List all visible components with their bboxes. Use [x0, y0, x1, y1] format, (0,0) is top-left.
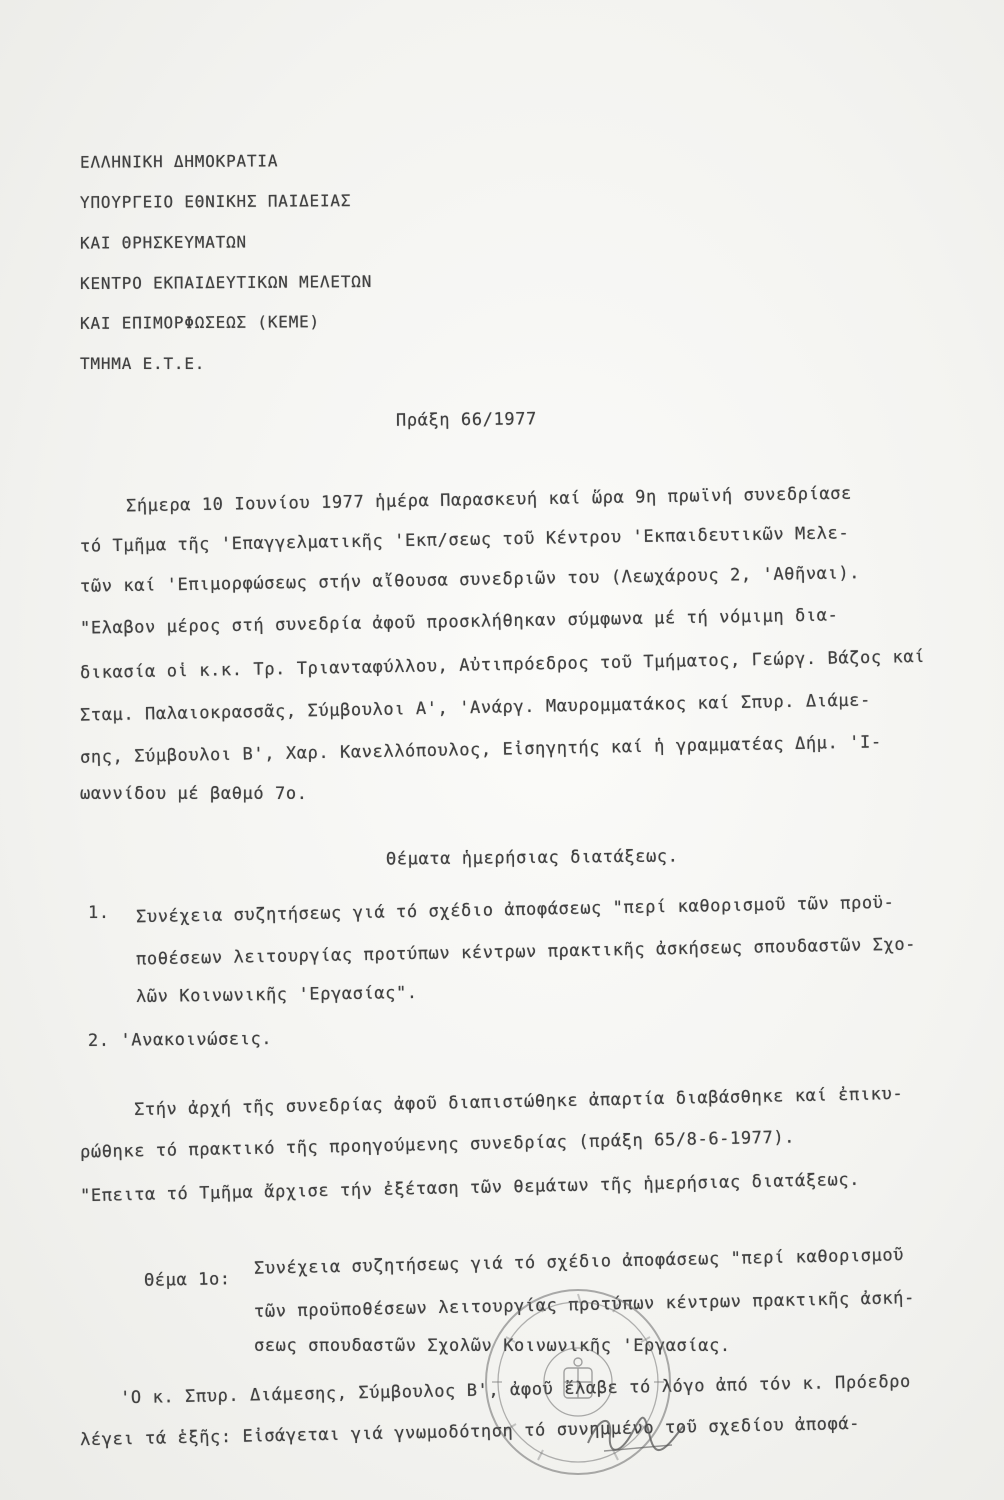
intro-line-3: τῶν καί 'Επιμορφώσεως στήν αἴθουσα συνεδριῶν του (Λεωχάρους 2, 'Αθῆναι).: [79, 563, 861, 597]
letterhead-line-4: ΚΕΝΤΡΟ ΕΚΠΑΙΔΕΥΤΙΚΩΝ ΜΕΛΕΤΩΝ: [79, 271, 373, 294]
agenda-item-2: 2. 'Ανακοινώσεις.: [87, 1029, 273, 1051]
intro-line-4: "Ελαβον μέρος στή συνεδρία ἀφοῦ προσκλήθηκαν σύμφωνα μέ τή νόμιμη δια-: [79, 605, 839, 639]
topic-1-label: Θέμα 1ο:: [143, 1269, 231, 1291]
proceedings-line-3: "Επειτα τό Τμῆμα ἄρχισε τήν ἐξέταση τῶν θεμάτων τῆς ἡμερήσιας διατάξεως.: [79, 1169, 861, 1207]
topic-1-line-3: σεως σπουδαστῶν Σχολῶν Κοινωνικῆς 'Εργασίας.: [254, 1336, 731, 1356]
intro-line-1: Σήμερα 10 Ιουνίου 1977 ἡμέρα Παρασκευή καί ὥρα 9η πρωϊνή συνεδρίασε: [125, 483, 853, 517]
letterhead-line-3: ΚΑΙ ΘΡΗΣΚΕΥΜΑΤΩΝ: [79, 232, 248, 253]
closing-line-1: 'Ο κ. Σπυρ. Διάμεσης, Σύμβουλος Β', ἀφοῦ ἔλαβε τό λόγο ἀπό τόν κ. Πρόεδρο: [119, 1371, 912, 1409]
intro-line-5: δικασία οἱ κ.κ. Τρ. Τριανταφύλλου, Αὐτιπρόεδρος τοῦ Τμήματος, Γεώργ. Βάζος καί: [79, 646, 926, 684]
agenda-item-1-line-2: ποθέσεων λειτουργίας προτύπων κέντρων πρακτικῆς ἀσκήσεως σπουδαστῶν Σχο-: [135, 934, 917, 970]
proceedings-line-2: ρώθηκε τό πρακτικό τῆς προηγούμενης συνεδρίας (πράξη 65/8-6-1977).: [79, 1127, 796, 1163]
agenda-item-1-number: 1.: [88, 903, 110, 923]
topic-1-line-2: τῶν προϋποθέσεων λειτουργίας προτύπων κέντρων πρακτικῆς ἀσκή-: [253, 1288, 916, 1322]
seal-emblem-icon: [564, 1358, 592, 1398]
handwritten-signature: [580, 1405, 690, 1460]
letterhead-line-1: ΕΛΛΗΝΙΚΗ ΔΗΜΟΚΡΑΤΙΑ: [79, 151, 279, 172]
topic-1-line-1: Συνέχεια συζητήσεως γιά τό σχέδιο ἀποφάσεως "περί καθορισμοῦ: [253, 1245, 905, 1279]
letterhead-line-6: ΤΜΗΜΑ Ε.Τ.Ε.: [80, 354, 206, 373]
intro-line-2: τό Τμῆμα τῆς 'Επαγγελματικῆς 'Εκπ/σεως τοῦ Κέντρου 'Εκπαιδευτικῶν Μελε-: [79, 523, 850, 557]
letterhead-line-2: ΥΠΟΥΡΓΕΙΟ ΕΘΝΙΚΗΣ ΠΑΙΔΕΙΑΣ: [79, 191, 352, 212]
intro-line-7: σης, Σύμβουλοι Β', Χαρ. Κανελλόπουλος, Εἰσηγητής καί ἡ γραμματέας Δήμ. 'Ι-: [79, 732, 882, 768]
intro-line-6: Σταμ. Παλαιοκρασσᾶς, Σύμβουλοι Α', 'Ανάργ. Μαυρομματάκος καί Σπυρ. Διάμε-: [79, 690, 872, 726]
letterhead-line-5: ΚΑΙ ΕΠΙΜΟΡΦΩΣΕΩΣ (ΚΕΜΕ): [79, 312, 321, 333]
proceedings-line-1: Στήν ἀρχή τῆς συνεδρίας ἀφοῦ διαπιστώθηκε ἀπαρτία διαβάσθηκε καί ἐπικυ-: [133, 1083, 904, 1121]
agenda-item-1-line-1: Συνέχεια συζητήσεως γιά τό σχέδιο ἀποφάσεως "περί καθορισμοῦ τῶν προϋ-: [135, 892, 895, 928]
intro-line-8: ωαννίδου μέ βαθμό 7ο.: [80, 784, 308, 804]
agenda-heading: Θέματα ἡμερήσιας διατάξεως.: [385, 846, 679, 870]
agenda-item-1-line-3: λῶν Κοινωνικῆς 'Εργασίας".: [135, 983, 418, 1007]
act-title: Πράξη 66/1977: [395, 409, 537, 431]
closing-line-2: λέγει τά ἑξῆς: Εἰσάγεται γιά γνωμοδότηση τό συνημμένο τοῦ σχεδίου ἀποφά-: [79, 1413, 861, 1451]
